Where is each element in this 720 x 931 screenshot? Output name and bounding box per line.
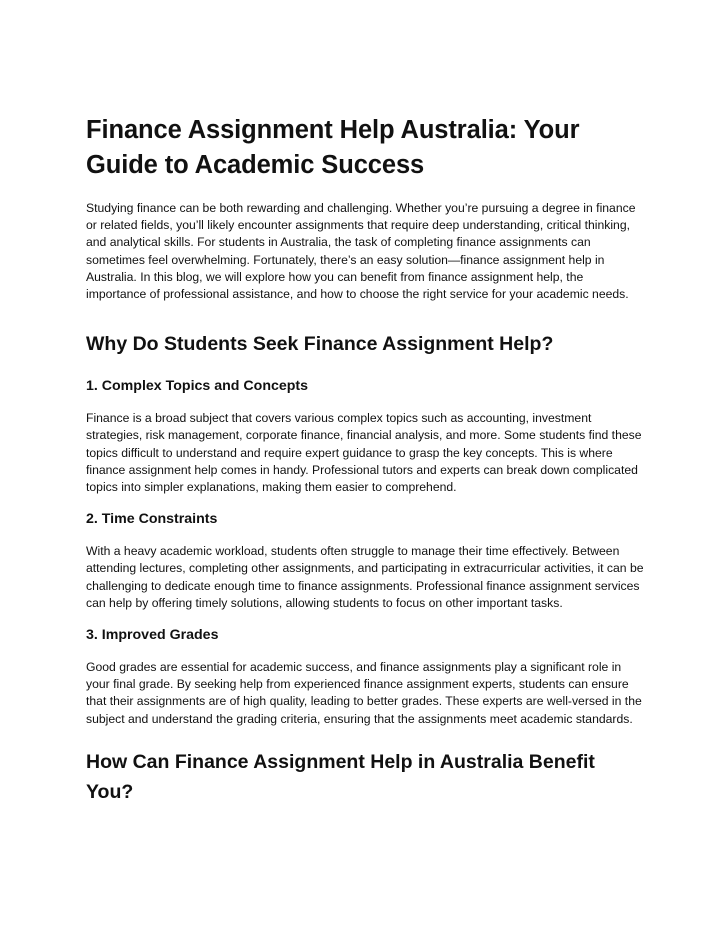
subheading-improved-grades: 3. Improved Grades bbox=[86, 627, 219, 644]
intro-paragraph: Studying finance can be both rewarding and challenging. Whether you’re pursuing a degree in finance or related fields, you’ll likely encounter assignments that require deep understanding, critical thinking, and analytical skills. For students in Australia, the task of completing finance assignments can sometimes feel overwhelming. Fortunately, there’s an easy solution—finance assignment help in Australia. In this blog, we will explore how you can benefit from finance assignment help, the importance of professional assistance, and how to choose the right service for your academic needs. bbox=[86, 201, 636, 302]
document-content bbox=[86, 113, 646, 807]
section-heading-how-help-benefits-you: How Can Finance Assignment Help in Australia Benefit You? bbox=[86, 750, 595, 803]
paragraph-complex-topics: Finance is a broad subject that covers various complex topics such as accounting, investment strategies, risk management, corporate finance, financial analysis, and more. Some students find these topics difficult to understand and require expert guidance to grasp the key concepts. This is where finance assignment help comes in handy. Professional tutors and experts can break down complicated topics into simpler explanations, making them easier to comprehend. bbox=[86, 411, 642, 495]
paragraph-time-constraints: With a heavy academic workload, students often struggle to manage their time effectively. Between attending lectures, completing other assignments, and participating in extracurricular activities, it can be challenging to dedicate enough time to finance assignments. Professional finance assignment services can help by offering timely solutions, allowing students to focus on other important tasks. bbox=[86, 544, 644, 610]
subheading-complex-topics: 1. Complex Topics and Concepts bbox=[86, 378, 309, 395]
paragraph-improved-grades: Good grades are essential for academic success, and finance assignments play a significant role in your final grade. By seeking help from experienced finance assignment experts, students can ensure that their assignments are of high quality, leading to better grades. These experts are well-versed in the subject and understand the grading criteria, ensuring that the assignments meet academic standards. bbox=[86, 660, 642, 726]
subheading-time-constraints: 2. Time Constraints bbox=[86, 511, 218, 528]
section-heading-why-students-seek-help: Why Do Students Seek Finance Assignment Help? bbox=[86, 333, 554, 356]
document-title: Finance Assignment Help Australia: Your Guide to Academic Success bbox=[86, 116, 580, 179]
